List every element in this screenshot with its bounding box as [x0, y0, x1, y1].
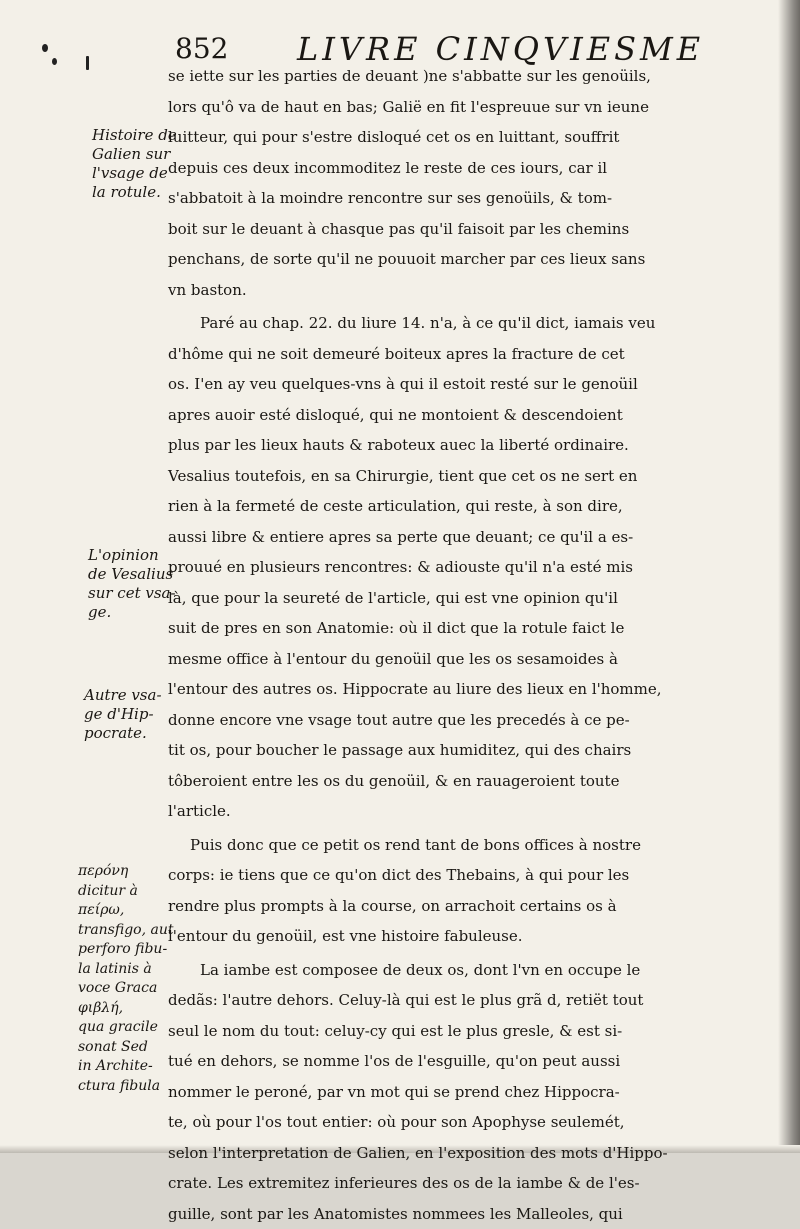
margin-note-hippocrate: Autre vsa- ge d'Hip- pocrate. — [84, 686, 162, 743]
text-line: d'hôme qui ne soit demeuré boiteux apres la fracture de cet — [168, 339, 773, 370]
text-line: l'entour des autres os. Hippocrate au liure des lieux en l'homme, — [168, 674, 773, 705]
text-line: l'entour du genoüil, est vne histoire fabuleuse. — [168, 921, 773, 952]
text-line: vn baston. — [168, 275, 773, 306]
page-number: 852 — [175, 32, 228, 65]
margin-note-perone: περόνη dicitur à πείρω, transfigo, aut perforo fibu- la latinis à voce Graca φιβλή, qua gracile sonat Sed in Archite- ctura fibula — [78, 862, 173, 1096]
running-head: LIVRE CINQVIESME — [297, 30, 704, 68]
text-line: selon l'interpretation de Galien, en l'exposition des mots d'Hippo- — [168, 1138, 773, 1169]
text-line: apres auoir esté disloqué, qui ne montoient & descendoient — [168, 400, 773, 431]
text-line: guille, sont par les Anatomistes nommees les Malleoles, qui — [168, 1199, 773, 1229]
text-line: tit os, pour boucher le passage aux humiditez, qui des chairs — [168, 735, 773, 766]
margin-notes — [0, 0, 180, 1153]
text-line: nommer le peroné, par vn mot qui se prend chez Hippocra- — [168, 1077, 773, 1108]
text-line: Vesalius toutefois, en sa Chirurgie, tient que cet os ne sert en — [168, 461, 773, 492]
margin-note-galien: Histoire de Galien sur l'vsage de la rotule. — [92, 126, 177, 202]
text-line: mesme office à l'entour du genoüil que les os sesamoides à — [168, 644, 773, 675]
text-line: lors qu'ô va de haut en bas; Galië en fit l'espreuue sur vn ieune — [168, 92, 773, 123]
page-edge-shadow — [778, 0, 800, 1153]
text-line: La iambe est composee de deux os, dont l'vn en occupe le — [168, 955, 773, 986]
margin-note-vesalius: L'opinion de Vesalius sur cet vsa- ge. — [88, 546, 176, 622]
text-line: tôberoient entre les os du genoüil, & en rauageroient toute — [168, 766, 773, 797]
text-line: plus par les lieux hauts & raboteux auec la liberté ordinaire. — [168, 430, 773, 461]
body-text — [168, 61, 773, 1229]
text-line: là, que pour la seureté de l'article, qui est vne opinion qu'il — [168, 583, 773, 614]
text-line: crate. Les extremitez inferieures des os de la iambe & de l'es- — [168, 1168, 773, 1199]
text-line: Paré au chap. 22. du liure 14. n'a, à ce qu'il dict, iamais veu — [168, 308, 773, 339]
text-line: Puis donc que ce petit os rend tant de bons offices à nostre — [168, 830, 773, 861]
text-line: rendre plus prompts à la course, on arrachoit certains os à — [168, 891, 773, 922]
text-line: s'abbatoit à la moindre rencontre sur ses genoüils, & tom- — [168, 183, 773, 214]
text-line: prouué en plusieurs rencontres: & adiouste qu'il n'a esté mis — [168, 552, 773, 583]
text-line: corps: ie tiens que ce qu'on dict des Thebains, à qui pour les — [168, 860, 773, 891]
text-line: penchans, de sorte qu'il ne pouuoit marcher par ces lieux sans — [168, 244, 773, 275]
text-line: aussi libre & entiere apres sa perte que deuant; ce qu'il a es- — [168, 522, 773, 553]
text-line: luitteur, qui pour s'estre disloqué cet os en luittant, souffrit — [168, 122, 773, 153]
text-line: se iette sur les parties de deuant )ne s'abbatte sur les genoüils, — [168, 61, 773, 92]
text-line: boit sur le deuant à chasque pas qu'il faisoit par les chemins — [168, 214, 773, 245]
text-line: donne encore vne vsage tout autre que les precedés à ce pe- — [168, 705, 773, 736]
text-line: dedãs: l'autre dehors. Celuy-là qui est le plus grã d, retiët tout — [168, 985, 773, 1016]
text-line: suit de pres en son Anatomie: où il dict que la rotule faict le — [168, 613, 773, 644]
text-line: seul le nom du tout: celuy-cy qui est le plus gresle, & est si- — [168, 1016, 773, 1047]
text-line: tué en dehors, se nomme l'os de l'esguille, qu'on peut aussi — [168, 1046, 773, 1077]
text-line: depuis ces deux incommoditez le reste de ces iours, car il — [168, 153, 773, 184]
text-line: os. I'en ay veu quelques-vns à qui il estoit resté sur le genoüil — [168, 369, 773, 400]
text-line: rien à la fermeté de ceste articulation, qui reste, à son dire, — [168, 491, 773, 522]
text-line: l'article. — [168, 796, 773, 827]
text-line: te, où pour l'os tout entier: où pour son Apophyse seulemét, — [168, 1107, 773, 1138]
